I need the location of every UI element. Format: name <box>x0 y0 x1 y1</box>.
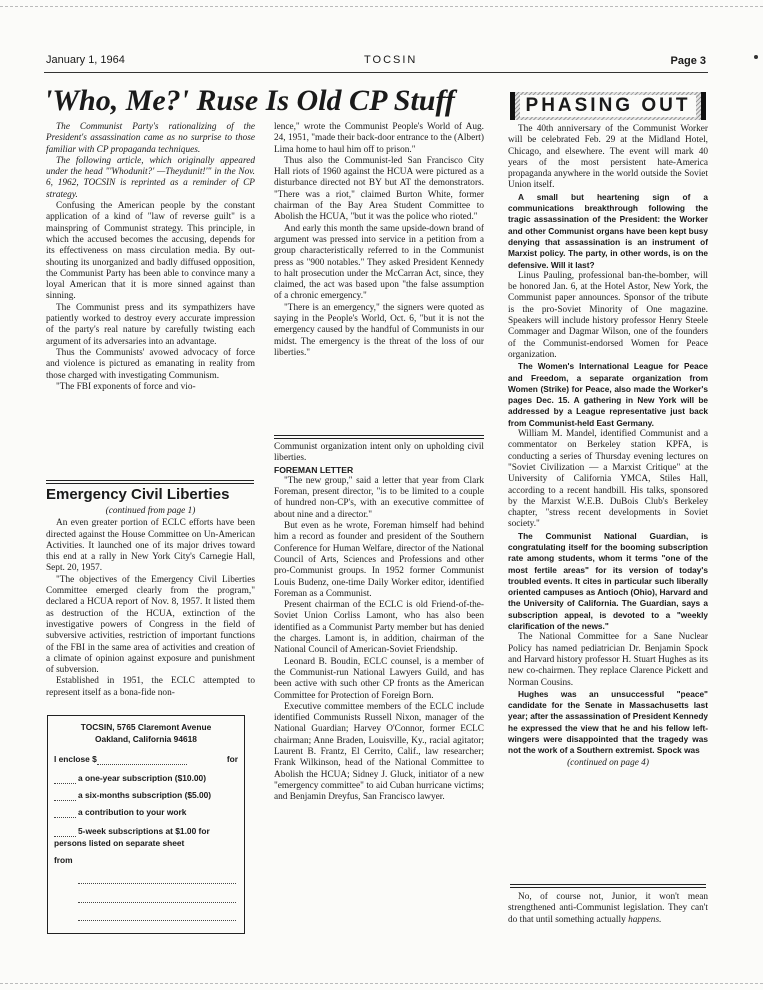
ruse-paragraph: The Communist press and its sympathizers have patiently worked to destroy every accurate impression of the party's real nature by carefully twisting each argument of its adversaries into an advantage. <box>46 302 255 347</box>
eclc-paragraph: "The objectives of the Emergency Civil Liberties Committee emerged clearly from the program," declared a HCUA report of Nov. 8, 1957. It listed them as destruction of the HCUA, extinction of the investigative powers of Congress in the field of subversive activities, restriction of important functions of the FBI in the same area of activities and creation of a climate of opinion against exposure and punishment of subversion. <box>46 574 255 676</box>
ruse-paragraph: Thus also the Communist-led San Francisco City Hall riots of 1960 against the HCUA were pictured as a disturbance directed not BY but AT the demonstrators. "There was a riot," claimed Burton White, former chairman of the Bay Area Student Committee to Abolish the HCUA, "but it was the police who rioted." <box>274 155 484 223</box>
subscription-coupon <box>47 715 245 934</box>
from-blank[interactable] <box>78 902 236 903</box>
news-item-bold: Hughes was an unsuccessful "peace" candidate for the Senate in Massachusetts last year; after the assassination of President Kennedy he expressed the view that he and his fellow left-wingers were disappointed that the tragedy was not the work of a Southern extremist. Spock was <box>508 688 708 756</box>
eclc-paragraph: But even as he wrote, Foreman himself had behind him a record as founder and president of the Southern Conference for Human Welfare, director of the National Council of Arts, Sciences and Professions and other pro-Communist groups. In 1952 former Communist Louis Budenz, one-time Daily Worker editor, identified Foreman as a Communist. <box>274 521 484 599</box>
masthead: TOCSIN <box>364 54 418 66</box>
section-divider <box>274 435 484 439</box>
address-line: Oakland, California 94618 <box>95 734 197 744</box>
section-divider <box>46 480 254 484</box>
option-one-year[interactable]: a one-year subscription ($10.00) <box>48 772 244 784</box>
option-six-months[interactable]: a six-months subscription ($5.00) <box>48 789 244 801</box>
ruse-intro: The Communist Party's rationalizing of the President's assassination came as no surprise to those familiar with CP propaganda techniques. <box>46 122 255 155</box>
from-blank[interactable] <box>78 920 236 921</box>
enclose-line <box>48 753 244 765</box>
for-label: for <box>226 754 238 764</box>
ruse-paragraph: lence," wrote the Communist People's World of Aug. 24, 1951, "made their back-door entrance to the (Albert) Lima home to haul him off to prison." <box>274 122 484 155</box>
coupon-address <box>48 721 244 745</box>
eclc-paragraph: Present chairman of the ECLC is old Friend-of-the-Soviet Union Corliss Lamont, who has also been identified as a Communist Party member but has denied the charges. Lamont is, in addition, chairman of the National Council of American-Soviet Friendship. <box>274 600 484 656</box>
eclc-paragraph: Established in 1951, the ECLC attempted to represent itself as a bona-fide non- <box>46 676 255 698</box>
amount-blank[interactable] <box>97 764 187 765</box>
continued-on: (continued on page 4) <box>567 757 649 768</box>
ruse-paragraph: Confusing the American people by the constant application of a kind of "law of reverse guilt" is a mainspring of Communist strategy. This principle, in which the accused becomes the accusing, depends for its effectiveness on mass circulation media. By out-shouting its unorganized and badly diffused opposition, the Communist Party has been able to convince many a loyal American that it is more sinned against than sinning. <box>46 201 255 302</box>
top-edge-line <box>0 6 763 7</box>
eclc-paragraph: "The new group," said a letter that year from Clark Foreman, present director, "is to be limited to a couple of hundred non-CP's, with an executive committee of about nine and a director." <box>274 475 484 520</box>
ruse-column-2 <box>274 122 484 359</box>
address-line: TOCSIN, 5765 Claremont Avenue <box>80 722 212 732</box>
enclose-label: I enclose $ <box>54 754 97 764</box>
option-contribution[interactable]: a contribution to your work <box>48 806 244 818</box>
phasing-out-title: PHASING OUT <box>520 95 696 117</box>
header-rule <box>44 72 708 73</box>
margin-dot <box>754 55 758 59</box>
news-item-bold: The Women's International League for Peace and Freedom, a separate organization from Women (Strike) for Peace, also made the Worker's pages Dec. 15. A gathering in New York will be addressed by a League representative just back from Communist-held East Germany. <box>508 361 708 428</box>
news-item: William M. Mandel, identified Communist and a commentator on Berkeley station KPFA, is conducting a series of Thursday evening lectures on "Soviet Civilization — a Marxist Critique" at the University of California YMCA, Stiles Hall, according to a recent handbill. His talks, sponsored by the Marxist W.E.B. DuBois Club's Berkeley chapter, "stress recent developments in Soviet society." <box>508 429 708 530</box>
option-five-week[interactable]: 5-week subscriptions at $1.00 for <box>48 825 244 837</box>
banner-cap <box>701 92 706 120</box>
ruse-intro: The following article, which originally appeared under the head "'Whodunit?' —Theydunit!'" in the Nov. 6, 1962, TOCSIN is reprinted as a reminder of CP strategy. <box>46 155 255 200</box>
news-item: The National Committee for a Sane Nuclear Policy has named pediatrician Dr. Benjamin Spock and Harvard history professor H. Stuart Hughes as its new co-chairmen. They replace Clarence Pickett and Norman Cousins. <box>508 632 708 688</box>
news-item-bold: A small but heartening sign of a communications breakthrough following the tragic assassination of the President: the Worker and other Communist organs have been kept busy denying that assassination is an instrument of Marxist policy. The party, in other words, is on the defensive. Will it last? <box>508 191 708 270</box>
ruse-headline: 'Who, Me?' Ruse Is Old CP Stuff <box>44 84 455 117</box>
continued-from: (continued from page 1) <box>105 506 196 516</box>
closing-remark <box>508 892 708 926</box>
page-header <box>46 54 706 72</box>
phasing-out-column <box>508 124 708 770</box>
eclc-paragraph: Communist organization intent only on upholding civil liberties. <box>274 442 484 464</box>
from-line: from <box>54 855 73 865</box>
news-item: The 40th anniversary of the Communist Worker will be celebrated Feb. 29 at the Midland Hotel, Chicago, and elsewhere. The event will mark 40 years of the most persistent hate-America propaganda anywhere in the world outside the Soviet Union itself. <box>508 124 708 191</box>
closing-text: No, of course not, Junior, it won't mean strengthened anti-Communist legislation. They can't do that until something actually happens. <box>508 892 708 925</box>
section-divider <box>510 884 706 888</box>
issue-date: January 1, 1964 <box>46 54 125 66</box>
eclc-paragraph: Leonard B. Boudin, ECLC counsel, is a member of the Communist-run National Lawyers Guild, and has been active with such other CP fronts as the American Committee for Protection of Foreign Born. <box>274 656 484 701</box>
ruse-paragraph: "The FBI exponents of force and vio- <box>56 381 196 392</box>
news-item-bold: The Communist National Guardian, is congratulating itself for the booming subscription rate among students, whom it terms "one of the most fertile areas" for its version of today's troubled events. It cites in particular such liberally oriented campuses as Antioch (Ohio), Harvard and the University of California. The Guardian, says a subscription appeal, is devoted to a "weekly clarification of the news." <box>508 530 708 632</box>
ruse-paragraph: And early this month the same upside-down brand of argument was pressed into service in a petition from a group characteristically referred to in the Communist press as "900 notables." They asked President Kennedy to halt prosecution under the McCarran Act, since, they claimed, the act was based upon "the false assumption of a chronic emergency." <box>274 223 484 302</box>
ruse-column-1 <box>46 122 255 393</box>
option-five-week-note: persons listed on separate sheet <box>54 838 185 848</box>
eclc-column-1 <box>46 486 255 699</box>
eclc-paragraph: Executive committee members of the ECLC include identified Communists Russell Nixon, manager of the National Guardian; Harvey O'Connor, former ECLC chairman; Anne Braden, Louisville, Ky., racial agitator; Laurent B. Frantz, El Cerrito, Calif., law researcher; Frank Wilkinson, head of the National Committee to Abolish the HCUA; Sidney J. Gluck, initiator of a new "emergency committee" to aid Cuban hurricane victims; and Benjamin Dreyfus, San Francisco lawyer. <box>274 701 484 803</box>
bottom-edge-line <box>0 983 763 984</box>
subhead-foreman-letter: FOREMAN LETTER <box>274 464 354 475</box>
eclc-heading: Emergency Civil Liberties <box>46 486 230 503</box>
from-blank[interactable] <box>78 883 236 884</box>
phasing-out-banner <box>510 92 706 120</box>
page-number: Page 3 <box>670 55 706 67</box>
banner-cap <box>510 92 515 120</box>
news-item: Linus Pauling, professional ban-the-bomber, will be honored Jan. 6, at the Hotel Astor, New York, the Communist paper announces. Sponsor of the tribute is the pro-Soviet Minority of One magazine. Speakers will include history professor Henry Steele Commager and Dagmar Wilson, one of the founders of the Communist-endorsed Women for Peace organization. <box>508 270 708 360</box>
eclc-column-2 <box>274 442 484 804</box>
eclc-paragraph: An even greater portion of ECLC efforts have been directed against the House Committee on Un-American Activities. It launched one of its major drives toward this end at a rally in New York City's Carnegie Hall, Sept. 20, 1957. <box>46 518 255 574</box>
ruse-paragraph: "There is an emergency," the signers were quoted as saying in the People's World, Oct. 6, "but it is not the emergency caused by the handful of Communists in our midst. The emergency is the threat of the loss of our liberties." <box>274 302 484 358</box>
ruse-paragraph: Thus the Communists' avowed advocacy of force and violence is pictured as emanating in reality from those charged with investigating Communism. <box>46 347 255 381</box>
